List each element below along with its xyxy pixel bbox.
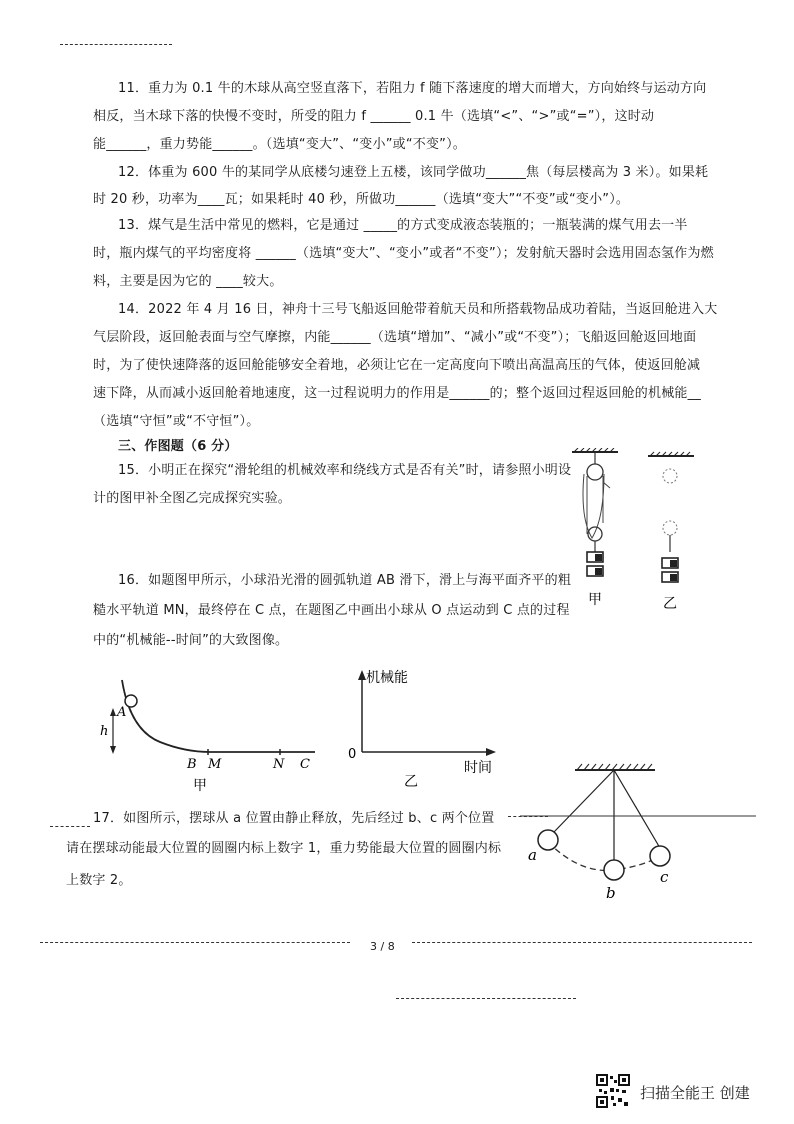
q12-line2: 时 20 秒，功率为____瓦；如果耗时 40 秒，所做功______（选填“变大”“不变”或“变小”）。: [93, 192, 630, 207]
q11-line1: 11．重力为 0.1 牛的木球从高空竖直落下，若阻力 f 随下落速度的增大而增大，方向始终与运动方向: [118, 81, 707, 96]
label-B: B: [187, 757, 197, 772]
q16-line1: 16．如题图甲所示，小球沿光滑的圆弧轨道 AB 滑下，滑上与海平面齐平的粗: [118, 573, 572, 588]
axes-caption: 乙: [404, 774, 418, 790]
q16-line3: 中的“机械能--时间”的大致图像。: [93, 633, 289, 648]
label-A: A: [117, 705, 127, 720]
pulley-caption-jia: 甲: [588, 592, 602, 608]
page-number: 3 / 8: [370, 940, 395, 953]
track-figure: [90, 670, 330, 800]
q14-line2: 气层阶段，返回舱表面与空气摩擦，内能______（选填“增加”、“减小”或“不变”）；飞船返回舱返回地面: [93, 330, 697, 345]
label-N: N: [273, 757, 285, 772]
q14-line4: 速下降，从而减小返回舱着地速度，这一过程说明力的作用是______的；整个返回过程返回舱的机械能__: [93, 386, 702, 401]
footer-dashes-lower: [396, 998, 576, 999]
q12-line1: 12．体重为 600 牛的某同学从底楼匀速登上五楼，该同学做功______焦（每层楼高为 3 米）。如果耗: [118, 165, 709, 180]
footer-dashes-right: [412, 942, 752, 943]
scanner-watermark: 扫描全能王 创建: [640, 1084, 750, 1102]
pendulum-figure: [520, 756, 760, 906]
energy-time-axes: [340, 662, 510, 792]
q11-line3: 能______，重力势能______。（选填“变大”、“变小”或“不变”）。: [93, 137, 467, 152]
footer-dashes-left: [40, 942, 350, 943]
q17-line1: 17．如图所示，摆球从 a 位置由静止释放，先后经过 b、c 两个位置: [93, 811, 495, 826]
x-axis-label: 时间: [464, 760, 492, 776]
track-caption: 甲: [193, 778, 207, 794]
y-axis-label: 机械能: [366, 670, 408, 686]
pendulum-label-c: c: [660, 868, 669, 886]
label-C: C: [300, 757, 310, 772]
q16-line2: 糙水平轨道 MN，最终停在 C 点，在题图乙中画出小球从 O 点运动到 C 点的过程: [93, 603, 570, 618]
header-dashes: [60, 44, 172, 45]
q14-line1: 14．2022 年 4 月 16 日，神舟十三号飞船返回舱带着航天员和所搭载物品成功着陆，当返回舱进入大: [118, 302, 718, 317]
q17-line3: 上数字 2。: [66, 873, 132, 888]
q14-line5: （选填“守恒”或“不守恒”）。: [93, 414, 260, 429]
q14-line3: 时，为了使快速降落的返回舱能够安全着地，必须让它在一定高度向下喷出高温高压的气体，使返回舱减: [93, 358, 701, 373]
pulley-figure: [570, 448, 700, 618]
origin-label: 0: [348, 747, 357, 762]
q15-line1: 15．小明正在探究“滑轮组的机械效率和绕线方式是否有关”时，请参照小明设: [118, 463, 572, 478]
label-M: M: [208, 757, 222, 772]
q17-line2: 请在摆球动能最大位置的圆圈内标上数字 1，重力势能最大位置的圆圈内标: [66, 841, 502, 856]
q13-line1: 13．煤气是生活中常见的燃料，它是通过 _____的方式变成液态装瓶的；一瓶装满的煤气用去一半: [118, 218, 688, 233]
pendulum-label-a: a: [528, 846, 537, 864]
q13-line2: 时，瓶内煤气的平均密度将 ______（选填“变大”、“变小”或者“不变”）；发射航天器时会选用固态氢作为燃: [93, 246, 714, 261]
q15-line2: 计的图甲补全图乙完成探究实验。: [93, 491, 292, 506]
pendulum-label-b: b: [606, 884, 616, 902]
q13-line3: 料，主要是因为它的 ____较大。: [93, 274, 283, 289]
section-heading: 三、作图题（6 分）: [118, 439, 238, 454]
q17-dash-left: [50, 826, 90, 827]
label-h: h: [100, 724, 109, 739]
pulley-caption-yi: 乙: [663, 596, 677, 612]
qr-code-icon: [596, 1074, 630, 1108]
q11-line2: 相反，当木球下落的快慢不变时，所受的阻力 f ______ 0.1 牛（选填“<”、“>”或“=”），这时动: [93, 109, 655, 124]
